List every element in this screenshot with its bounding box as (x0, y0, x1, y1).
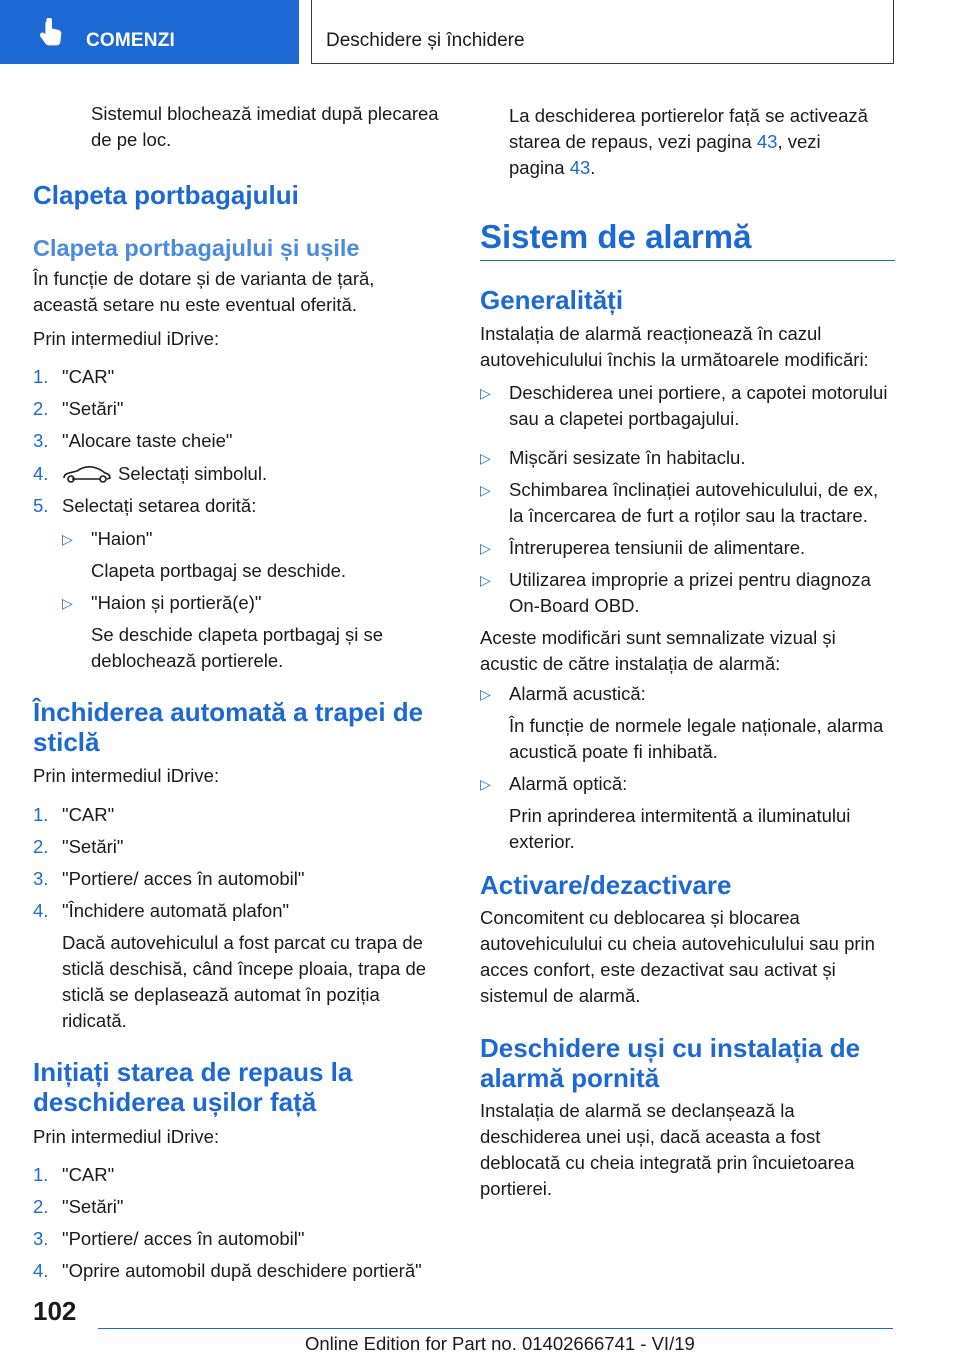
paragraph-signals: Aceste modificări sunt semnalizate vizual și acustic de către instalația de alarmă: (480, 627, 836, 674)
list-item (33, 802, 451, 828)
list-item-text: Alarmă acustică: (509, 683, 646, 704)
list-item (33, 1162, 451, 1188)
paragraph-general: Instalația de alarmă reacționează în cazul autovehiculului închis la următoarele modificări: (480, 323, 869, 370)
list-item (33, 396, 451, 422)
step-text: "CAR" (62, 804, 115, 825)
step-number: 2. (33, 398, 49, 419)
step-number: 1. (33, 1164, 49, 1185)
page-title: Deschidere și închidere (326, 30, 525, 51)
step-number: 3. (33, 430, 49, 451)
option-description: Se deschide clapeta portbagaj și se deblochează portierele. (91, 624, 384, 671)
step-number: 1. (33, 366, 49, 387)
list-item-description: Prin aprinderea intermitentă a iluminatului exterior. (509, 805, 851, 852)
step-text: "Setări" (62, 398, 124, 419)
intro-text: La deschiderea portierelor față se activează starea de repaus, vezi pagina (509, 105, 868, 152)
step-text: "Portiere/ acces în automobil" (62, 868, 305, 889)
list-item (480, 771, 900, 797)
option-description: Clapeta portbagaj se deschide. (91, 560, 347, 581)
car-symbol-icon (62, 463, 112, 485)
step-text: Selectați setarea dorită: (62, 495, 257, 516)
list-item (480, 445, 900, 471)
step-note: Dacă autovehiculul a fost parcat cu trapa de sticlă deschisă, când începe ploaia, trapa de sticlă se deplasează automat în poziția ridicată. (62, 932, 427, 1031)
step-text: "CAR" (62, 366, 115, 387)
step-number: 4. (33, 1260, 49, 1281)
option-label: "Haion și portieră(e)" (91, 592, 262, 613)
bullet-triangle-icon: ▷ (62, 531, 73, 547)
list-item (33, 493, 451, 519)
list-item-text: Schimbarea înclinației autovehiculului, de ex, la încercarea de furt a roților sau la tractare. (509, 479, 879, 526)
list-item (33, 866, 451, 892)
bullet-triangle-icon: ▷ (480, 686, 491, 702)
list-item-text: Utilizarea improprie a prizei pentru diagnoza On-Board OBD. (509, 569, 871, 616)
step-text: "CAR" (62, 1164, 115, 1185)
step-number: 4. (33, 900, 49, 921)
footer-rule (98, 1328, 893, 1329)
chapter-title-alarm: Sistem de alarmă (480, 218, 752, 255)
step-text: "Alocare taste cheie" (62, 430, 233, 451)
list-item-text: Alarmă optică: (509, 773, 628, 794)
step-text: "Setări" (62, 836, 124, 857)
page-number: 102 (33, 1296, 77, 1326)
list-item (33, 1258, 463, 1284)
bullet-triangle-icon: ▷ (62, 595, 73, 611)
subsection-title-tailgate-doors: Clapeta portbagajului și ușile (33, 235, 360, 261)
section-title-standby: Inițiați starea de repaus la deschiderea ușilor față (33, 1057, 353, 1117)
bullet-triangle-icon: ▷ (480, 385, 491, 401)
list-item (480, 380, 900, 432)
section-title-tailgate: Clapeta portbagajului (33, 180, 299, 210)
list-item (33, 428, 451, 454)
bullet-triangle-icon: ▷ (480, 450, 491, 466)
hand-pointer-icon (38, 18, 66, 48)
list-item (33, 526, 451, 552)
option-label: "Haion" (91, 528, 153, 549)
step-text: "Oprire automobil după deschidere portieră" (62, 1260, 422, 1281)
page-link[interactable]: 43 (569, 157, 591, 178)
step-number: 3. (33, 868, 49, 889)
paragraph-idrive: Prin intermediul iDrive: (33, 765, 220, 786)
bullet-triangle-icon: ▷ (480, 482, 491, 498)
list-item (33, 898, 451, 924)
bullet-triangle-icon: ▷ (480, 572, 491, 588)
section-title-activation: Activare/dezactivare (480, 870, 732, 900)
section-tab-label: COMENZI (86, 30, 176, 51)
step-number: 3. (33, 1228, 49, 1249)
step-text: "Închidere automată plafon" (62, 900, 290, 921)
list-item (480, 477, 900, 529)
intro-text: , vezi pagina (509, 131, 821, 178)
list-item-description: În funcție de normele legale naționale, alarma acustică poate fi inhibată. (509, 715, 884, 762)
chapter-title-rule (480, 260, 895, 261)
step-text: Selectați simbolul. (118, 463, 268, 484)
section-title-general: Generalități (480, 285, 624, 315)
intro-paragraph: Sistemul blochează imediat după plecarea de pe loc. (91, 103, 439, 150)
list-item (480, 567, 900, 619)
list-item (33, 1226, 451, 1252)
paragraph-activation: Concomitent cu deblocarea și blocarea autovehiculului cu cheia autovehiculului sau prin acces confort, este dezactivat sau activat și sistemul de alarmă. (480, 907, 875, 1006)
step-text: "Setări" (62, 1196, 124, 1217)
paragraph-idrive: Prin intermediul iDrive: (33, 328, 220, 349)
list-item (480, 535, 900, 561)
list-item (33, 834, 451, 860)
list-item (33, 364, 451, 390)
paragraph-equipment-note: În funcție de dotare și de varianta de țară, această setare nu este eventual oferită. (33, 268, 375, 315)
step-number: 2. (33, 836, 49, 857)
intro-paragraph (509, 103, 881, 181)
list-item (33, 590, 451, 616)
section-title-doors-alarm: Deschidere uși cu instalația de alarmă pornită (480, 1033, 861, 1093)
step-number: 1. (33, 804, 49, 825)
bullet-triangle-icon: ▷ (480, 540, 491, 556)
step-number: 4. (33, 463, 49, 484)
step-number: 5. (33, 495, 49, 516)
list-item-text: Întreruperea tensiunii de alimentare. (509, 537, 806, 558)
paragraph-idrive: Prin intermediul iDrive: (33, 1126, 220, 1147)
intro-text: . (590, 157, 596, 178)
paragraph-doors-alarm: Instalația de alarmă se declanșează la deschiderea unei uși, dacă aceasta a fost deblocată cu cheia integrată prin încuietoarea portierei. (480, 1100, 855, 1199)
list-item-text: Deschiderea unei portiere, a capotei motorului sau a clapetei portbagajului. (509, 382, 888, 429)
list-item (33, 461, 451, 487)
list-item (480, 681, 900, 707)
list-item (33, 1194, 451, 1220)
list-item-text: Mișcări sesizate în habitaclu. (509, 447, 746, 468)
step-text: "Portiere/ acces în automobil" (62, 1228, 305, 1249)
section-title-sunroof: Închiderea automată a trapei de sticlă (33, 697, 424, 757)
footer-edition: Online Edition for Part no. 01402666741 - VI/19 (305, 1333, 695, 1354)
bullet-triangle-icon: ▷ (480, 776, 491, 792)
step-number: 2. (33, 1196, 49, 1217)
page-link[interactable]: 43 (756, 131, 778, 152)
section-tab[interactable] (0, 0, 299, 64)
